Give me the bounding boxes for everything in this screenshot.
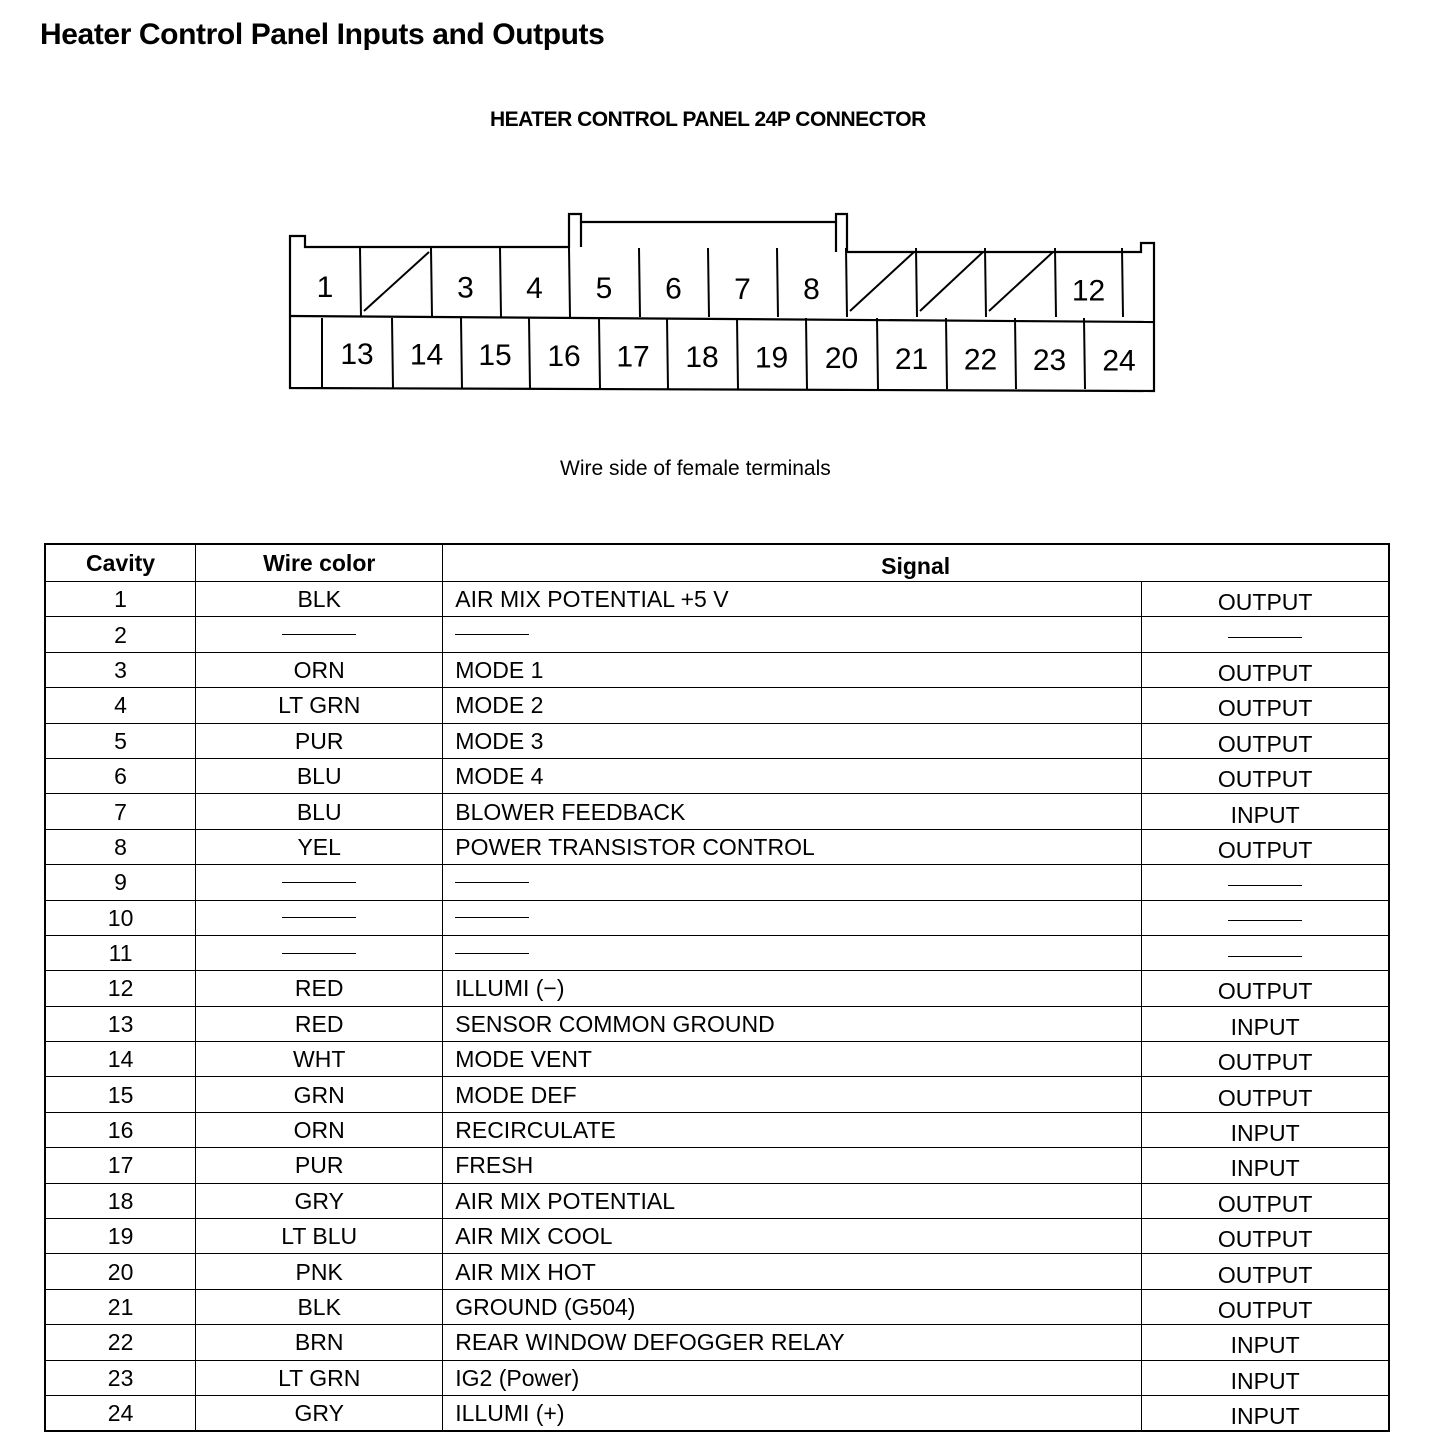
cavity-cell: 13 xyxy=(45,1006,196,1041)
signal-cell: AIR MIX HOT xyxy=(443,1254,1142,1289)
empty-dash xyxy=(1228,920,1302,921)
table-row xyxy=(45,935,1389,970)
wire-color-cell: PUR xyxy=(196,1148,443,1183)
wire-color-cell xyxy=(196,900,443,935)
wire-color-cell xyxy=(196,617,443,652)
connector-empty-cavity xyxy=(364,252,429,311)
signal-cell: MODE 1 xyxy=(443,652,1142,687)
io-cell xyxy=(1142,900,1389,935)
io-cell: OUTPUT xyxy=(1142,1289,1389,1324)
cavity-cell: 9 xyxy=(45,865,196,900)
empty-dash xyxy=(282,882,356,883)
cavity-cell: 2 xyxy=(45,617,196,652)
table-row xyxy=(45,582,1389,617)
cavity-cell: 20 xyxy=(45,1254,196,1289)
table-row xyxy=(45,723,1389,758)
wire-side-caption: Wire side of female terminals xyxy=(560,457,831,480)
signal-cell: MODE 4 xyxy=(443,758,1142,793)
table-row xyxy=(45,617,1389,652)
signal-cell: REAR WINDOW DEFOGGER RELAY xyxy=(443,1325,1142,1360)
connector-cavity-label: 17 xyxy=(616,340,650,374)
wire-color-cell: ORN xyxy=(196,1112,443,1147)
signal-cell: POWER TRANSISTOR CONTROL xyxy=(443,829,1142,864)
cavity-cell: 18 xyxy=(45,1183,196,1218)
wire-color-cell: LT GRN xyxy=(196,688,443,723)
signal-cell xyxy=(443,865,1142,900)
cavity-cell: 16 xyxy=(45,1112,196,1147)
empty-dash xyxy=(282,953,356,954)
wire-color-cell: BLK xyxy=(196,582,443,617)
table-row xyxy=(45,1183,1389,1218)
wire-color-cell: BRN xyxy=(196,1325,443,1360)
table-row xyxy=(45,1254,1389,1289)
io-cell: OUTPUT xyxy=(1142,652,1389,687)
header-cavity: Cavity xyxy=(45,544,196,582)
empty-dash xyxy=(1228,956,1302,957)
signal-cell: AIR MIX POTENTIAL xyxy=(443,1183,1142,1218)
signal-cell xyxy=(443,900,1142,935)
connector-diagram xyxy=(0,0,1456,420)
connector-cavity-label: 1 xyxy=(316,271,334,304)
wire-color-cell: GRY xyxy=(196,1183,443,1218)
table-row xyxy=(45,1077,1389,1112)
connector-cavity-label: 20 xyxy=(824,342,859,376)
signal-cell: BLOWER FEEDBACK xyxy=(443,794,1142,829)
cavity-cell: 19 xyxy=(45,1219,196,1254)
cavity-cell: 7 xyxy=(45,794,196,829)
pin-table-body xyxy=(45,582,1389,1432)
connector-cavity-label: 12 xyxy=(1071,274,1106,308)
empty-dash xyxy=(455,953,529,954)
cavity-cell: 14 xyxy=(45,1042,196,1077)
connector-cavity-label: 23 xyxy=(1032,344,1067,377)
signal-cell xyxy=(443,935,1142,970)
connector-cavity-label: 22 xyxy=(963,343,998,377)
table-row xyxy=(45,1006,1389,1041)
cavity-cell: 5 xyxy=(45,723,196,758)
cavity-cell: 11 xyxy=(45,935,196,970)
io-cell: OUTPUT xyxy=(1142,582,1389,617)
table-row xyxy=(45,1325,1389,1360)
io-cell: OUTPUT xyxy=(1142,1042,1389,1077)
connector-cavity-label: 3 xyxy=(457,271,474,305)
wire-color-cell: ORN xyxy=(196,652,443,687)
io-cell: INPUT xyxy=(1142,1112,1389,1147)
signal-cell: MODE 2 xyxy=(443,688,1142,723)
wire-color-cell: LT GRN xyxy=(196,1360,443,1395)
connector-empty-cavity xyxy=(850,252,914,311)
io-cell: INPUT xyxy=(1142,794,1389,829)
io-cell: INPUT xyxy=(1142,1360,1389,1395)
connector-cavity-label: 18 xyxy=(685,341,719,374)
connector-cavity-label: 4 xyxy=(526,271,543,305)
empty-dash xyxy=(282,634,356,635)
cavity-cell: 4 xyxy=(45,688,196,723)
table-row xyxy=(45,900,1389,935)
header-wire-color: Wire color xyxy=(196,544,443,582)
io-cell: OUTPUT xyxy=(1142,829,1389,864)
connector-cavity-label: 7 xyxy=(734,272,751,306)
signal-cell: GROUND (G504) xyxy=(443,1289,1142,1324)
table-header-row xyxy=(45,544,1389,582)
io-cell: OUTPUT xyxy=(1142,758,1389,793)
table-row xyxy=(45,688,1389,723)
wire-color-cell: GRY xyxy=(196,1395,443,1431)
connector-cavity-label: 14 xyxy=(409,338,444,372)
page-title: Heater Control Panel Inputs and Outputs xyxy=(40,18,605,51)
connector-empty-cavity xyxy=(989,252,1053,311)
connector-cavity-label: 24 xyxy=(1102,344,1136,378)
wire-color-cell: PNK xyxy=(196,1254,443,1289)
empty-dash xyxy=(455,917,529,918)
wire-color-cell: RED xyxy=(196,971,443,1006)
wire-color-cell: BLU xyxy=(196,794,443,829)
wire-color-cell: WHT xyxy=(196,1042,443,1077)
table-row xyxy=(45,652,1389,687)
signal-cell: MODE DEF xyxy=(443,1077,1142,1112)
connector-top-row xyxy=(317,252,1106,311)
table-row xyxy=(45,1219,1389,1254)
io-cell: OUTPUT xyxy=(1142,971,1389,1006)
io-cell: OUTPUT xyxy=(1142,688,1389,723)
wire-color-cell xyxy=(196,935,443,970)
table-row xyxy=(45,1042,1389,1077)
connector-cavity-label: 15 xyxy=(478,339,512,373)
table-row xyxy=(45,758,1389,793)
connector-cavity-label: 16 xyxy=(547,339,581,373)
cavity-cell: 23 xyxy=(45,1360,196,1395)
signal-cell: SENSOR COMMON GROUND xyxy=(443,1006,1142,1041)
empty-dash xyxy=(455,634,529,635)
signal-cell: RECIRCULATE xyxy=(443,1112,1142,1147)
table-row xyxy=(45,1112,1389,1147)
connector-cavity-label: 6 xyxy=(665,272,682,306)
connector-cavity-label: 13 xyxy=(340,338,374,371)
signal-cell: AIR MIX POTENTIAL +5 V xyxy=(443,582,1142,617)
io-cell: OUTPUT xyxy=(1142,723,1389,758)
io-cell: OUTPUT xyxy=(1142,1254,1389,1289)
io-cell xyxy=(1142,935,1389,970)
cavity-cell: 12 xyxy=(45,971,196,1006)
wire-color-cell: PUR xyxy=(196,723,443,758)
connector-cavity-label: 19 xyxy=(754,341,789,375)
signal-cell: MODE VENT xyxy=(443,1042,1142,1077)
wire-color-cell xyxy=(196,865,443,900)
io-cell: INPUT xyxy=(1142,1148,1389,1183)
io-cell: OUTPUT xyxy=(1142,1183,1389,1218)
header-signal: Signal xyxy=(443,544,1389,582)
table-row xyxy=(45,971,1389,1006)
table-row xyxy=(45,1148,1389,1183)
cavity-cell: 24 xyxy=(45,1395,196,1431)
pin-table xyxy=(44,543,1390,1432)
io-cell xyxy=(1142,865,1389,900)
wire-color-cell: RED xyxy=(196,1006,443,1041)
empty-dash xyxy=(1228,637,1302,638)
cavity-cell: 6 xyxy=(45,758,196,793)
table-row xyxy=(45,794,1389,829)
signal-cell: MODE 3 xyxy=(443,723,1142,758)
signal-cell: AIR MIX COOL xyxy=(443,1219,1142,1254)
cavity-cell: 3 xyxy=(45,652,196,687)
signal-cell: IG2 (Power) xyxy=(443,1360,1142,1395)
wire-color-cell: LT BLU xyxy=(196,1219,443,1254)
table-row xyxy=(45,1360,1389,1395)
empty-dash xyxy=(282,917,356,918)
table-row xyxy=(45,865,1389,900)
connector-empty-cavity xyxy=(920,252,983,311)
connector-cavity-label: 5 xyxy=(595,272,613,306)
io-cell: INPUT xyxy=(1142,1325,1389,1360)
signal-cell xyxy=(443,617,1142,652)
signal-cell: ILLUMI (−) xyxy=(443,971,1142,1006)
io-cell: INPUT xyxy=(1142,1006,1389,1041)
io-cell: OUTPUT xyxy=(1142,1077,1389,1112)
connector-cavity-label: 8 xyxy=(803,273,820,307)
cavity-cell: 1 xyxy=(45,582,196,617)
table-row xyxy=(45,1395,1389,1431)
io-cell xyxy=(1142,617,1389,652)
connector-title: HEATER CONTROL PANEL 24P CONNECTOR xyxy=(490,108,926,131)
io-cell: INPUT xyxy=(1142,1395,1389,1431)
table-row xyxy=(45,829,1389,864)
io-cell: OUTPUT xyxy=(1142,1219,1389,1254)
cavity-cell: 17 xyxy=(45,1148,196,1183)
table-row xyxy=(45,1289,1389,1324)
cavity-cell: 10 xyxy=(45,900,196,935)
wire-color-cell: BLU xyxy=(196,758,443,793)
connector-cavity-label: 21 xyxy=(894,342,929,376)
cavity-cell: 8 xyxy=(45,829,196,864)
wire-color-cell: GRN xyxy=(196,1077,443,1112)
cavity-cell: 21 xyxy=(45,1289,196,1324)
empty-dash xyxy=(455,882,529,883)
wire-color-cell: BLK xyxy=(196,1289,443,1324)
empty-dash xyxy=(1228,885,1302,886)
wire-color-cell: YEL xyxy=(196,829,443,864)
cavity-cell: 22 xyxy=(45,1325,196,1360)
signal-cell: ILLUMI (+) xyxy=(443,1395,1142,1431)
cavity-cell: 15 xyxy=(45,1077,196,1112)
signal-cell: FRESH xyxy=(443,1148,1142,1183)
